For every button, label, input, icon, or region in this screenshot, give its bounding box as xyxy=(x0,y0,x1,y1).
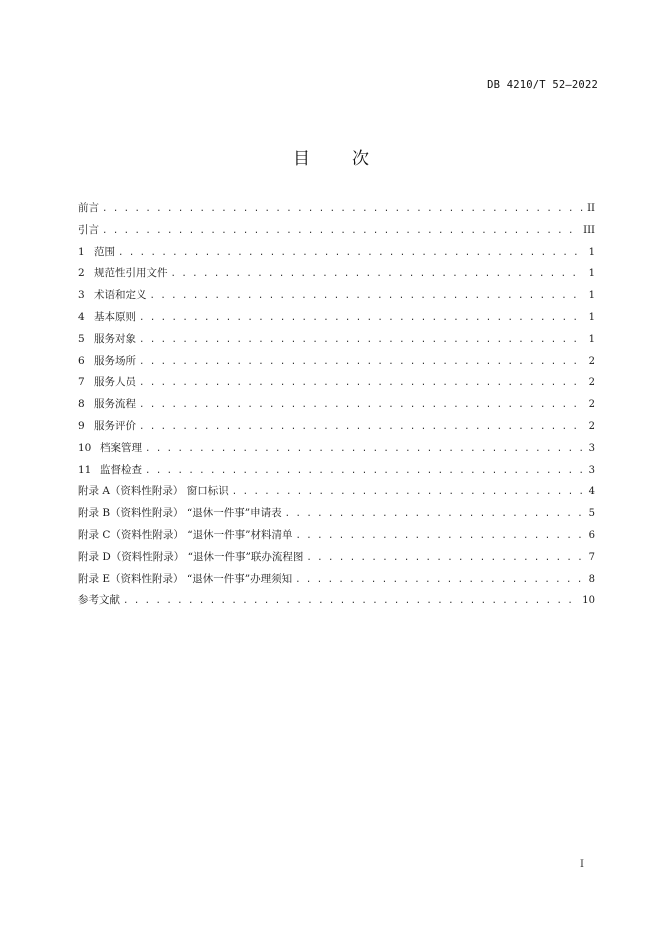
toc-entry-page: 2 xyxy=(588,355,595,367)
toc-entry-title: 服务人员 xyxy=(94,376,136,389)
toc-entry-label xyxy=(78,547,306,569)
toc-entry-number: 5 xyxy=(78,332,85,345)
toc-entry[interactable] xyxy=(78,242,595,264)
toc-entry-title: 服务评价 xyxy=(94,419,136,432)
toc-entry-label xyxy=(78,590,123,612)
toc-entry[interactable] xyxy=(78,416,595,438)
toc-entry-title: 附录 C（资料性附录） “退休一件事”材料清单 xyxy=(78,528,293,541)
toc-entry-number: 8 xyxy=(78,398,85,411)
toc-entry[interactable] xyxy=(78,438,595,460)
toc-entry-title: 参考文献 xyxy=(78,594,120,607)
toc-dot-leader xyxy=(232,482,583,504)
toc-entry[interactable] xyxy=(78,307,595,329)
toc-entry-title: 引言 xyxy=(78,223,99,236)
toc-dot-leader xyxy=(295,570,583,592)
toc-entry[interactable] xyxy=(78,481,595,503)
toc-entry-title: 服务流程 xyxy=(94,398,136,411)
toc-entry-page: 1 xyxy=(588,333,595,345)
toc-entry-title: 前言 xyxy=(78,202,99,214)
toc-entry-page: 6 xyxy=(588,529,595,541)
toc-entry-title: 范围 xyxy=(94,245,115,258)
toc-entry[interactable] xyxy=(78,460,595,482)
toc-entry[interactable] xyxy=(78,590,595,612)
toc-entry-label xyxy=(78,416,139,438)
toc-entry-page: 7 xyxy=(588,551,595,563)
toc-entry-page: 1 xyxy=(588,311,595,323)
toc-entry-label xyxy=(78,503,285,525)
toc-entry-label xyxy=(78,329,139,351)
toc-entry-page: 2 xyxy=(588,399,595,411)
toc-entry-page: III xyxy=(583,224,595,236)
toc-entry-label xyxy=(78,525,295,547)
toc-entry-page: II xyxy=(587,203,595,214)
toc-entry-label xyxy=(78,569,295,591)
toc-entry-number: 9 xyxy=(78,419,85,432)
toc-dot-leader xyxy=(150,286,584,308)
toc-entry-number: 11 xyxy=(78,463,92,476)
toc-entry-number: 4 xyxy=(78,310,85,323)
toc-entry[interactable] xyxy=(78,351,595,373)
table-of-contents xyxy=(78,198,595,612)
toc-dot-leader xyxy=(306,548,583,570)
toc-entry-title: 服务场所 xyxy=(94,354,136,367)
toc-entry-label xyxy=(78,351,139,373)
toc-entry-number: 7 xyxy=(78,376,85,389)
toc-entry-title: 术语和定义 xyxy=(94,289,147,302)
toc-entry[interactable] xyxy=(78,547,595,569)
toc-dot-leader xyxy=(139,330,583,352)
toc-entry-page: 1 xyxy=(588,246,595,258)
page-number: I xyxy=(580,859,584,870)
toc-entry[interactable] xyxy=(78,569,595,591)
toc-dot-leader xyxy=(139,308,583,330)
toc-dot-leader xyxy=(171,264,584,286)
toc-entry-title: 规范性引用文件 xyxy=(94,267,168,280)
toc-entry-title: 服务对象 xyxy=(94,332,136,345)
toc-entry[interactable] xyxy=(78,285,595,307)
toc-dot-leader xyxy=(139,417,583,439)
toc-entry-title: 档案管理 xyxy=(100,441,142,454)
toc-entry-label xyxy=(78,394,139,416)
toc-entry-page: 5 xyxy=(588,508,595,520)
toc-dot-leader xyxy=(118,243,583,265)
toc-entry-page: 2 xyxy=(588,377,595,389)
document-code: DB 4210/T 52—2022 xyxy=(487,79,598,91)
page-title: 目次 xyxy=(293,149,411,169)
toc-dot-leader xyxy=(145,461,583,483)
toc-entry[interactable] xyxy=(78,503,595,525)
toc-dot-leader xyxy=(285,504,583,526)
toc-entry-title: 监督检查 xyxy=(100,463,142,476)
toc-entry[interactable] xyxy=(78,394,595,416)
toc-dot-leader xyxy=(145,439,583,461)
toc-entry-page: 3 xyxy=(588,442,595,454)
toc-entry-title: 附录 B（资料性附录） “退休一件事”申请表 xyxy=(78,507,282,520)
toc-entry-label xyxy=(78,263,171,285)
toc-entry-title: 附录 A（资料性附录） 窗口标识 xyxy=(78,485,229,498)
toc-dot-leader xyxy=(139,395,583,417)
toc-entry-number: 2 xyxy=(78,267,85,280)
toc-entry-number: 1 xyxy=(78,245,85,258)
toc-entry-label xyxy=(78,481,232,503)
toc-entry-label xyxy=(78,438,145,460)
toc-entry-title: 附录 D（资料性附录） “退休一件事”联办流程图 xyxy=(78,550,304,563)
toc-entry-label xyxy=(78,198,102,220)
toc-entry-number: 6 xyxy=(78,354,85,367)
toc-entry-title: 基本原则 xyxy=(94,310,136,323)
toc-entry[interactable] xyxy=(78,220,595,242)
toc-dot-leader xyxy=(123,591,578,613)
toc-entry-page: 2 xyxy=(588,420,595,432)
toc-entry-number: 10 xyxy=(78,441,92,454)
toc-entry[interactable] xyxy=(78,525,595,547)
toc-dot-leader xyxy=(102,221,579,243)
toc-entry-label xyxy=(78,460,145,482)
toc-dot-leader xyxy=(139,373,583,395)
toc-entry-page: 8 xyxy=(588,573,595,585)
toc-entry[interactable] xyxy=(78,263,595,285)
toc-entry-label xyxy=(78,372,139,394)
toc-dot-leader xyxy=(139,352,583,374)
toc-entry-title: 附录 E（资料性附录） “退休一件事”办理须知 xyxy=(78,572,293,585)
toc-entry-page: 3 xyxy=(588,464,595,476)
toc-entry-label xyxy=(78,307,139,329)
toc-entry-page: 10 xyxy=(582,595,595,607)
toc-entry-label xyxy=(78,220,102,242)
toc-entry[interactable] xyxy=(78,372,595,394)
toc-dot-leader xyxy=(295,526,583,548)
toc-entry-label xyxy=(78,285,150,307)
toc-entry-page: 1 xyxy=(588,290,595,302)
toc-entry-page: 4 xyxy=(588,486,595,498)
toc-entry-page: 1 xyxy=(588,268,595,280)
toc-entry[interactable] xyxy=(78,198,595,220)
toc-entry-label xyxy=(78,242,118,264)
toc-entry-number: 3 xyxy=(78,289,85,302)
toc-dot-leader xyxy=(102,199,583,221)
toc-entry[interactable] xyxy=(78,329,595,351)
